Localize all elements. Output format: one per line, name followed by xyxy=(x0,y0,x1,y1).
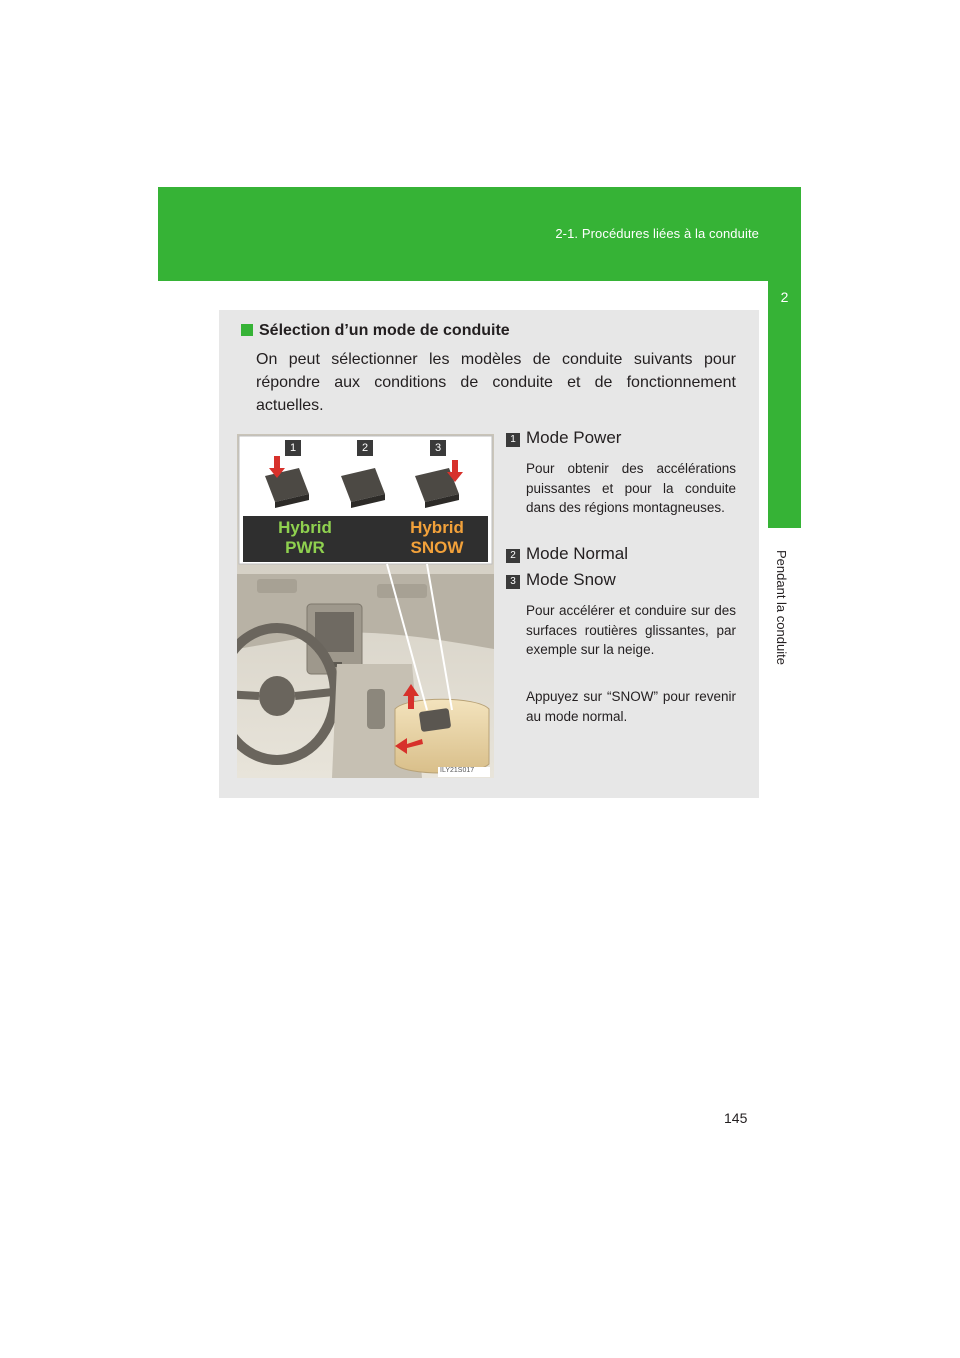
callout-1: 1 xyxy=(289,442,297,454)
header-band xyxy=(158,187,801,281)
mode-2-badge: 2 xyxy=(506,549,520,563)
mode-snow-note: Appuyez sur “SNOW” pour revenir au mode normal. xyxy=(526,689,736,724)
chapter-tab xyxy=(768,281,801,528)
section-heading-text: Sélection d’un mode de conduite xyxy=(259,322,510,339)
figure-code: ILY21S017 xyxy=(440,767,475,774)
display-left-line2: PWR xyxy=(285,538,325,557)
chapter-title: 2-1. Procédures liées à la conduite xyxy=(555,226,759,241)
drive-mode-illustration xyxy=(237,434,494,778)
display-right xyxy=(387,518,487,558)
mode-3-title: Mode Snow xyxy=(526,570,616,589)
chapter-number: 2 xyxy=(780,289,789,305)
mode-power-desc: Pour obtenir des accélérations puissantes et pour la conduite dans des régions montagneuses. xyxy=(526,461,736,515)
chapter-side-label-text: Pendant la conduite xyxy=(774,550,789,665)
info-panel xyxy=(219,310,759,798)
display-right-line1: Hybrid xyxy=(410,518,464,537)
mode-normal-title xyxy=(506,544,628,564)
display-left xyxy=(255,518,355,558)
chapter-side-label xyxy=(773,550,795,670)
mode-2-title: Mode Normal xyxy=(526,544,629,563)
display-right-line2: SNOW xyxy=(410,538,464,557)
mode-1-badge: 1 xyxy=(506,433,520,447)
intro-paragraph: On peut sélectionner les modèles de conduite suivants pour répondre aux conditions de conduite et de fonctionnement actuelles. xyxy=(256,351,736,414)
mode-snow-desc: Pour accélérer et conduire sur des surfaces routières glissantes, par exemple sur la neige. xyxy=(526,603,736,657)
mode-snow-title xyxy=(506,570,616,590)
section-heading xyxy=(241,322,510,340)
square-bullet-icon xyxy=(241,324,253,336)
callout-3: 3 xyxy=(434,442,442,454)
mode-3-badge: 3 xyxy=(506,575,520,589)
display-left-line1: Hybrid xyxy=(278,518,332,537)
callout-2: 2 xyxy=(361,442,369,454)
mode-power-title xyxy=(506,428,621,448)
car-interior-drawing xyxy=(237,434,494,778)
mode-1-title: Mode Power xyxy=(526,428,622,447)
page-number: 145 xyxy=(724,1110,748,1126)
